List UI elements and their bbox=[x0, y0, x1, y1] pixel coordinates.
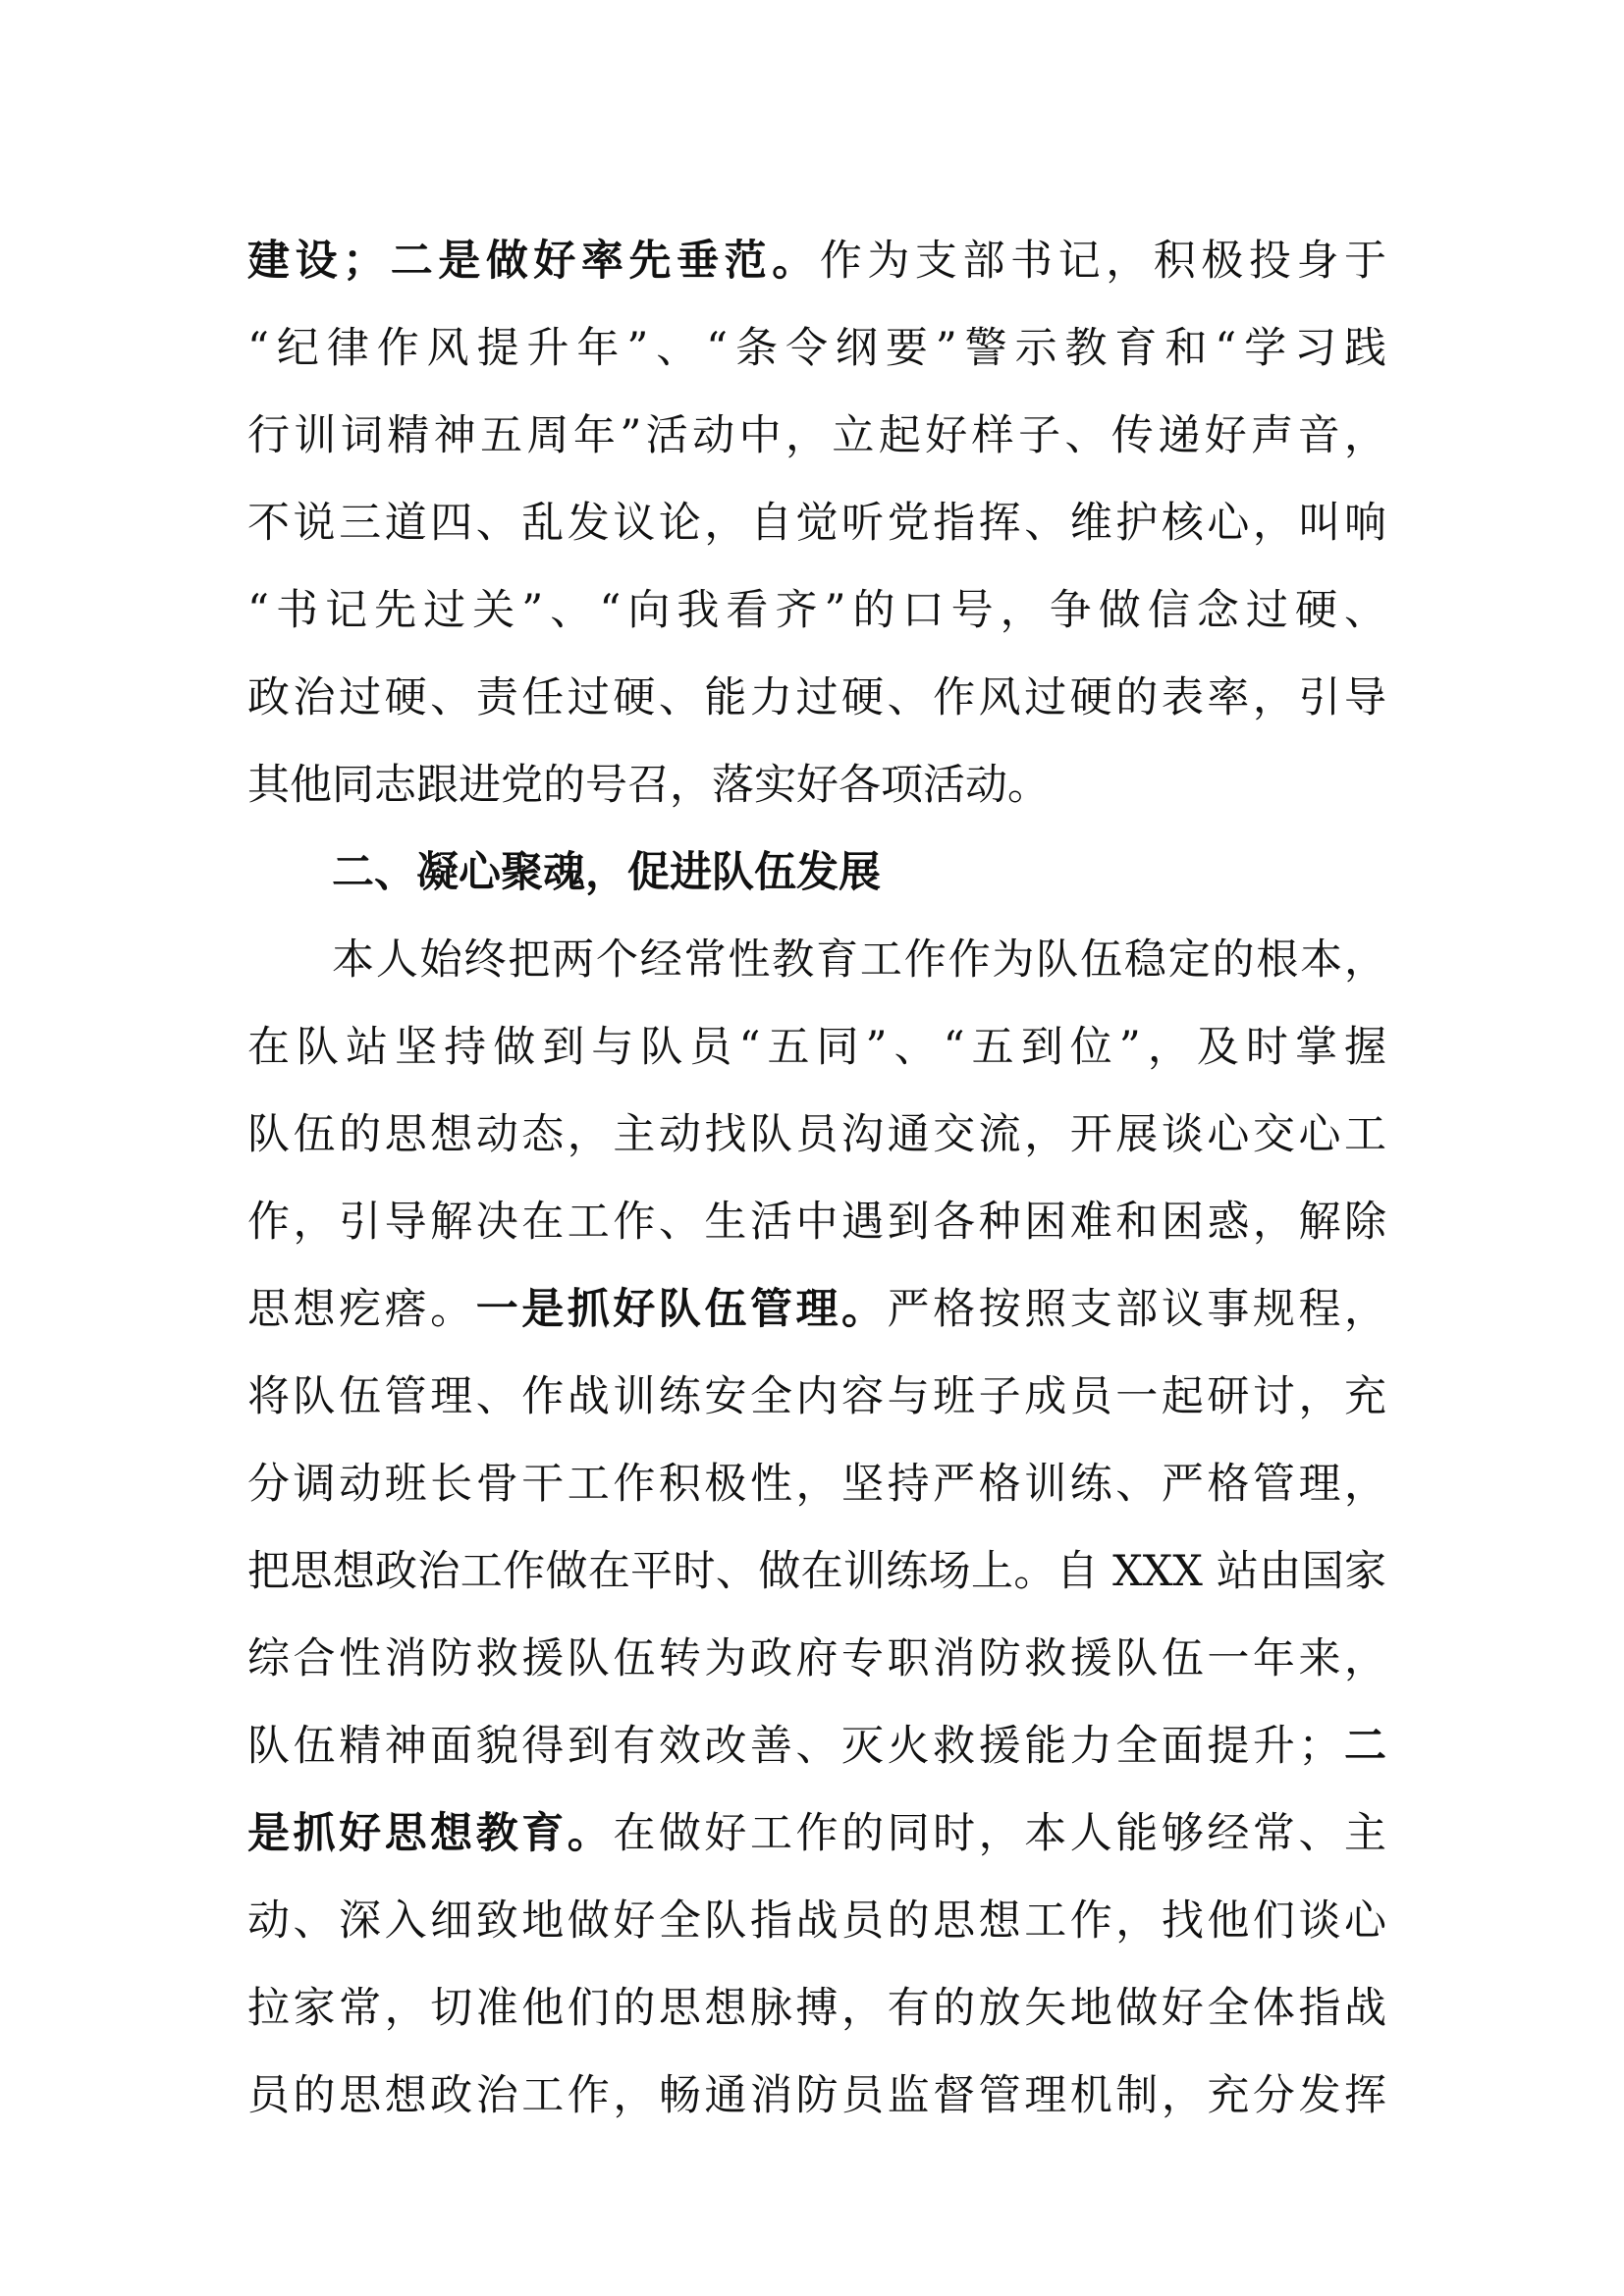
text-run: “书记先过关”、“向我看齐”的口号，争做信念过硬、 bbox=[247, 586, 1386, 635]
text-run: 作为支部书记，积极投身于 bbox=[819, 237, 1387, 286]
text-line bbox=[247, 917, 1386, 1004]
text-line bbox=[247, 1266, 1386, 1354]
text-line bbox=[247, 393, 1386, 480]
text-run: 拉家常，切准他们的思想脉搏，有的放矢地做好全体指战 bbox=[247, 1984, 1386, 2033]
section-heading bbox=[247, 829, 1386, 917]
text-run: 动、深入细致地做好全队指战员的思想工作，找他们谈心 bbox=[247, 1896, 1386, 1946]
text-line bbox=[247, 218, 1386, 305]
text-run: “纪律作风提升年”、“条令纲要”警示教育和“学习践 bbox=[247, 324, 1386, 373]
text-line bbox=[247, 1616, 1386, 1703]
text-line bbox=[247, 742, 1386, 829]
text-run: 思想疙瘩。 bbox=[247, 1285, 476, 1334]
text-line bbox=[247, 1878, 1386, 1965]
text-line bbox=[247, 1092, 1386, 1179]
bold-text-run: 二 bbox=[1340, 1722, 1387, 1771]
text-run: 在做好工作的同时，本人能够经常、主 bbox=[613, 1809, 1387, 1858]
text-line bbox=[247, 567, 1386, 655]
text-run: 本人始终把两个经常性教育工作作为队伍稳定的根本， bbox=[332, 935, 1386, 985]
body-text bbox=[247, 218, 1386, 2140]
text-run: 作，引导解决在工作、生活中遇到各种困难和困惑，解除 bbox=[247, 1198, 1386, 1247]
text-line bbox=[247, 1354, 1386, 1441]
bold-text-run: 一是抓好队伍管理。 bbox=[475, 1285, 888, 1334]
text-run: 把思想政治工作做在平时、做在训练场上。自 XXX 站由国家 bbox=[247, 1547, 1386, 1596]
text-run: 队伍的思想动态，主动找队员沟通交流，开展谈心交心工 bbox=[247, 1110, 1386, 1159]
bold-text-run: 二、凝心聚魂，促进队伍发展 bbox=[332, 848, 881, 897]
bold-text-run: 是抓好思想教育。 bbox=[247, 1809, 614, 1858]
text-run: 不说三道四、乱发议论，自觉听党指挥、维护核心，叫响 bbox=[247, 499, 1386, 548]
bold-text-run: 二是做好率先垂范。 bbox=[385, 237, 820, 286]
text-line bbox=[247, 1703, 1386, 1790]
text-line bbox=[247, 655, 1386, 742]
text-run: 员的思想政治工作，畅通消防员监督管理机制，充分发挥 bbox=[247, 2071, 1386, 2120]
text-run: 严格按照支部议事规程， bbox=[887, 1285, 1387, 1334]
text-run: 在队站坚持做到与队员“五同”、“五到位”，及时掌握 bbox=[247, 1023, 1386, 1072]
text-run: 其他同志跟进党的号召，落实好各项活动。 bbox=[247, 761, 1050, 810]
text-line bbox=[247, 305, 1386, 393]
text-run: 队伍精神面貌得到有效改善、灭火救援能力全面提升； bbox=[247, 1722, 1341, 1771]
text-line bbox=[247, 1179, 1386, 1266]
text-run: 行训词精神五周年”活动中，立起好样子、传递好声音， bbox=[247, 411, 1386, 460]
text-run: 政治过硬、责任过硬、能力过硬、作风过硬的表率，引导 bbox=[247, 673, 1386, 722]
text-line bbox=[247, 1004, 1386, 1092]
bold-text-run: 建设； bbox=[247, 237, 386, 286]
text-line bbox=[247, 1441, 1386, 1528]
text-line bbox=[247, 1528, 1386, 1616]
text-line bbox=[247, 1790, 1386, 1878]
text-run: 分调动班长骨干工作积极性，坚持严格训练、严格管理， bbox=[247, 1460, 1386, 1509]
text-line bbox=[247, 480, 1386, 567]
text-line bbox=[247, 2053, 1386, 2140]
text-line bbox=[247, 1965, 1386, 2053]
text-run: 将队伍管理、作战训练安全内容与班子成员一起研讨，充 bbox=[247, 1372, 1386, 1421]
text-run: 综合性消防救援队伍转为政府专职消防救援队伍一年来， bbox=[247, 1634, 1386, 1683]
